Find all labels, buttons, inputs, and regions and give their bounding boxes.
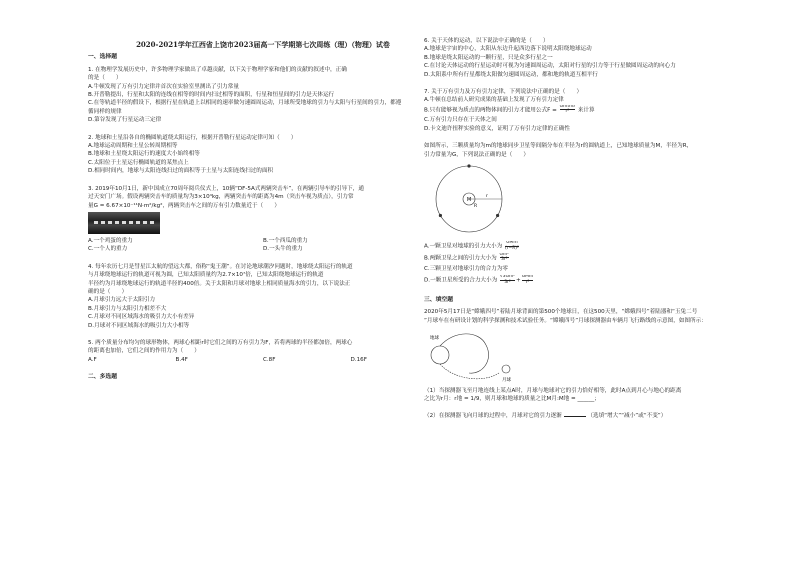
q2-stem: 2. 地球和土星沿各自的椭圆轨道绕太阳运行，根据开普勒行星运动定律可知（ ） — [88, 134, 297, 141]
q8-fd2-num: √3Gm² — [500, 275, 516, 280]
q8-option-d-text: D.一颗卫星所受的合力大小为 — [424, 277, 498, 284]
question-7 — [424, 88, 768, 133]
q8-option-d: D.一颗卫星所受的合力大小为 $\frac{\text{√3Gm²}}{\text{3r²}}+$ $\frac{\text{GMm}}{\text{r²}}$ — [424, 275, 534, 285]
q1-option-d: D.第谷发现了行星运动三定律 — [88, 117, 162, 124]
q4-stem-line: 半径约为月球绕地球运行的轨道半径的400倍。关于太阳和月球对地球上相同质量海水的引力，以下说法正 — [88, 280, 351, 287]
question-6 — [424, 37, 768, 79]
q7-formula-den: r² — [565, 109, 570, 115]
orbit-radius-label: r — [486, 194, 488, 200]
q4-option-c: C.月球对不同区域海水的吸引力大小有差异 — [88, 314, 195, 321]
right-column — [424, 0, 768, 429]
q8-fb-num: Gm² — [499, 252, 509, 257]
q8-fa-num: GMm — [506, 241, 518, 246]
q1-option-c-cont: 循同样的规律 — [88, 108, 122, 115]
q8-stem-line: 如图所示，三颗质量均为m的地球同步卫星等间隔分布在半径为r的圆轨道上，已知地球质量为M，半径为R， — [424, 143, 693, 150]
q8-formula-b — [500, 253, 509, 263]
left-column — [88, 0, 438, 386]
q7-option-b-tail: 来计算 — [577, 107, 595, 114]
q2-option-d: D.相同时间内，地球与太阳连线扫过的面积等于土星与太阳连线扫过的面积 — [88, 168, 274, 175]
q5-option-b: B.4F — [175, 356, 188, 363]
q7-stem: 7. 关于万有引力及万有引力定律，下列说法中正确的是（ ） — [424, 89, 583, 96]
q3-option-d: D.一头牛的重力 — [263, 246, 303, 253]
q8-option-b — [424, 253, 768, 265]
q8-fd-den: r² — [525, 279, 530, 285]
q1-option-c: C.在等轨道半径的假设下，根据行星在轨道上以相同的速率做匀速圆周运动，月球所受地球的引力与太阳与行星间的引力，都遵 — [88, 100, 402, 107]
q9-answer-blank[interactable] — [564, 416, 586, 417]
q7-gravity-formula — [560, 105, 575, 115]
moon-label: 月球 — [502, 378, 511, 384]
satellite-dot — [439, 214, 442, 217]
section-multi: 二、多选题 — [88, 374, 117, 381]
q3-option-b: B.一个西瓜的重力 — [263, 237, 308, 244]
q7-option-b — [424, 105, 768, 117]
q8-stem-line: 引力常量为G，下列说法正确的是（ ） — [424, 151, 530, 158]
q5-option-a: A.F — [88, 356, 97, 363]
q5-option-d: D.16F — [350, 356, 367, 363]
moon-body — [502, 365, 510, 373]
q8-fd2-den: 3r² — [504, 279, 511, 285]
q6-option-b: B.地球是绕太阳运动的一颗行星，只是众多行星之一 — [424, 54, 553, 61]
q1-stem-line: 的是（ ） — [88, 75, 122, 82]
question-4 — [88, 263, 438, 330]
q9-sub1-line: （1）当探测器飞至月地连线上某点A时，月球与地球对它的引力恰好相等，此时A点到月心与地心的距离 — [424, 388, 682, 395]
question-2 — [88, 134, 438, 176]
q3-option-a: A.一个鸡蛋的重力 — [88, 237, 133, 244]
q5-option-c: C.8F — [263, 356, 276, 363]
q1-option-a: A.牛顿发现了万有引力定律并首次在实验室里测出了引力常量 — [88, 83, 239, 90]
satellite-dot — [467, 164, 470, 167]
section-fill: 三、填空题 — [424, 296, 453, 303]
earth-moon-trajectory-figure — [424, 325, 534, 387]
section-choice: 一、选择题 — [88, 54, 117, 61]
q7-option-d: D.卡文迪许扭秤实验的意义，证明了万有引力定律的正确性 — [424, 125, 570, 132]
q7-option-a: A.牛顿在总结前人研究成果的基础上发现了万有引力定律 — [424, 97, 564, 104]
trajectory-return — [440, 364, 499, 379]
q6-option-d: D.太阳系中所有行星都绕太阳做匀速圆周运动，都和地的轨道互相平行 — [424, 71, 598, 78]
q9-sub2-text: （2）在探测器飞向月球的过程中，月球对它的引力逐渐 — [424, 412, 562, 419]
q9-sub2-tail: （选填“增大”“减小”或“不变”） — [587, 412, 667, 419]
q8-option-a-text: A.一颗卫星对地球的引力大小为 — [424, 243, 503, 250]
question-9 — [424, 308, 768, 420]
question-8 — [424, 142, 768, 287]
question-3 — [88, 185, 438, 254]
q9-sub2 — [424, 412, 768, 420]
earth-label: M — [466, 197, 472, 204]
q6-stem: 6. 关于天体的运动，以下说法中正确的是（ ） — [424, 38, 549, 44]
q7-option-b-text: B.只有能够视为质点的两物体间的引力才能用公式F = — [424, 107, 557, 114]
exam-title: 2020-2021学年江西省上饶市2023届高一下学期第七次周练（理）（物理）试卷 — [136, 40, 390, 49]
q9-stem-line: ”月球车在有研设计划的科学探测和技术试验任务。“嫦娥四号”月球探测器由车辆月飞行路线的示意图，如图所示： — [424, 317, 707, 324]
q6-option-a: A.地球是宇宙的中心，太阳从东边升起西边落下说明太阳绕地球运动 — [424, 46, 592, 53]
q4-option-d: D.月球对不同区域海水的吸引力大小相等 — [88, 322, 190, 329]
q7-option-c: C.万有引力只存在于天体之间 — [424, 117, 497, 124]
question-5 — [88, 339, 438, 364]
q8-fb-den: 3r² — [501, 257, 508, 263]
q8-option-c: C.三颗卫星对地球引力的合力为零 — [424, 266, 508, 273]
earth-radius-label: R — [474, 204, 478, 210]
q2-option-b: B.地球和土星绕太阳运行的速度大小始终相等 — [88, 151, 200, 158]
q5-options — [88, 356, 438, 364]
q5-stem-line: 5. 两个质量分布均匀的球形物体，两球心相距r时它们之间的万有引力为F，若将两球的半径都加倍，两球心 — [88, 339, 353, 346]
earth-body — [431, 346, 449, 364]
satellite-dot — [496, 214, 499, 217]
q5-stem-line: 的距离也加倍，它们之间的作用力为（ ） — [88, 348, 200, 355]
q6-option-c: C.在讨论天体运动的行星运动时可视为匀速圆周运动，太阳对行星的引力等于行星做圆周运动的向心力 — [424, 63, 676, 70]
q3-options — [88, 237, 438, 254]
q4-stem-line: 确的是（ ） — [88, 288, 128, 295]
q8-formula-a — [505, 241, 519, 251]
q9-sub1-line: 之比为r月：r地 = 1/9，则月球和地球的质量之比M月:M地 = ______； — [424, 396, 600, 403]
q8-fa-den: (r−R)² — [505, 245, 519, 251]
q4-stem-line: 与月球绕地球运行的轨道可视为圆，已知太阳质量约为2.7×10⁷倍，已知太阳绕地球运行的轨道 — [88, 272, 324, 279]
q3-stem-line: 3. 2019年10月1日，新中国成立70周年阅兵仪式上，10辆“DF-5A式两辆突击车”，在两辆引导车的引导下，通 — [88, 185, 364, 192]
q1-option-b: B.开普勒提出，行星和太阳的连线在相等的时间内扫过相等的面积，行星和恒星间的引力是天体运行 — [88, 92, 335, 99]
q9-stem-line: 2020年5月17日是“嫦娥四号”着陆月球背面的第500个地球日，在这500天里，“嫦娥四号”着陆器和“玉兔二号 — [424, 309, 698, 316]
q7-formula-num: Gm₁m₂ — [559, 104, 576, 109]
q8-fd-num: GMm — [521, 275, 534, 280]
q2-option-c: C.太阳位于土星运行椭圆轨道的某焦点上 — [88, 159, 189, 166]
q2-option-a: A.地球运动周期和土星公转周期相等 — [88, 143, 178, 150]
q8-option-b-text: B.两颗卫星之间的引力大小为 — [424, 255, 497, 262]
parade-vehicles-photo — [88, 212, 160, 234]
q4-option-b: B.月球引力与太阳引力相差不大 — [88, 305, 167, 312]
q8-formula-d1 — [500, 275, 515, 285]
q8-formula-d2 — [522, 275, 533, 285]
question-1 — [88, 66, 438, 125]
q3-stem-line: 过天安门广场。假设两辆突击车的质量均为3×10⁴kg，两辆突击车的距离为4m（突击车视为质点），引力常 — [88, 194, 354, 201]
q4-stem-line: 4. 每年农历七月是彗星江太航的望远大都，俗称“鬼王潮”。在讨论地球潮汐问题时，地球绕太阳运行的轨道 — [88, 263, 353, 270]
q3-stem-line: 量G = 6.67×10⁻¹¹N·m²/kg²，两辆突击车之间的万有引力数量近于（ ） — [88, 202, 280, 209]
q4-option-a: A.月球引力远大于太阳引力 — [88, 297, 156, 304]
earth-label: 地球 — [430, 336, 439, 342]
q8-option-a — [424, 241, 768, 253]
q3-option-c: C.一个人的重力 — [88, 246, 128, 253]
satellite-orbit-figure — [424, 159, 524, 241]
q1-stem-line: 1. 在物理学发展历史中，许多物理学家做出了卓越贡献，以下关于物理学家和他们的贡献的叙述中，正确 — [88, 66, 347, 73]
